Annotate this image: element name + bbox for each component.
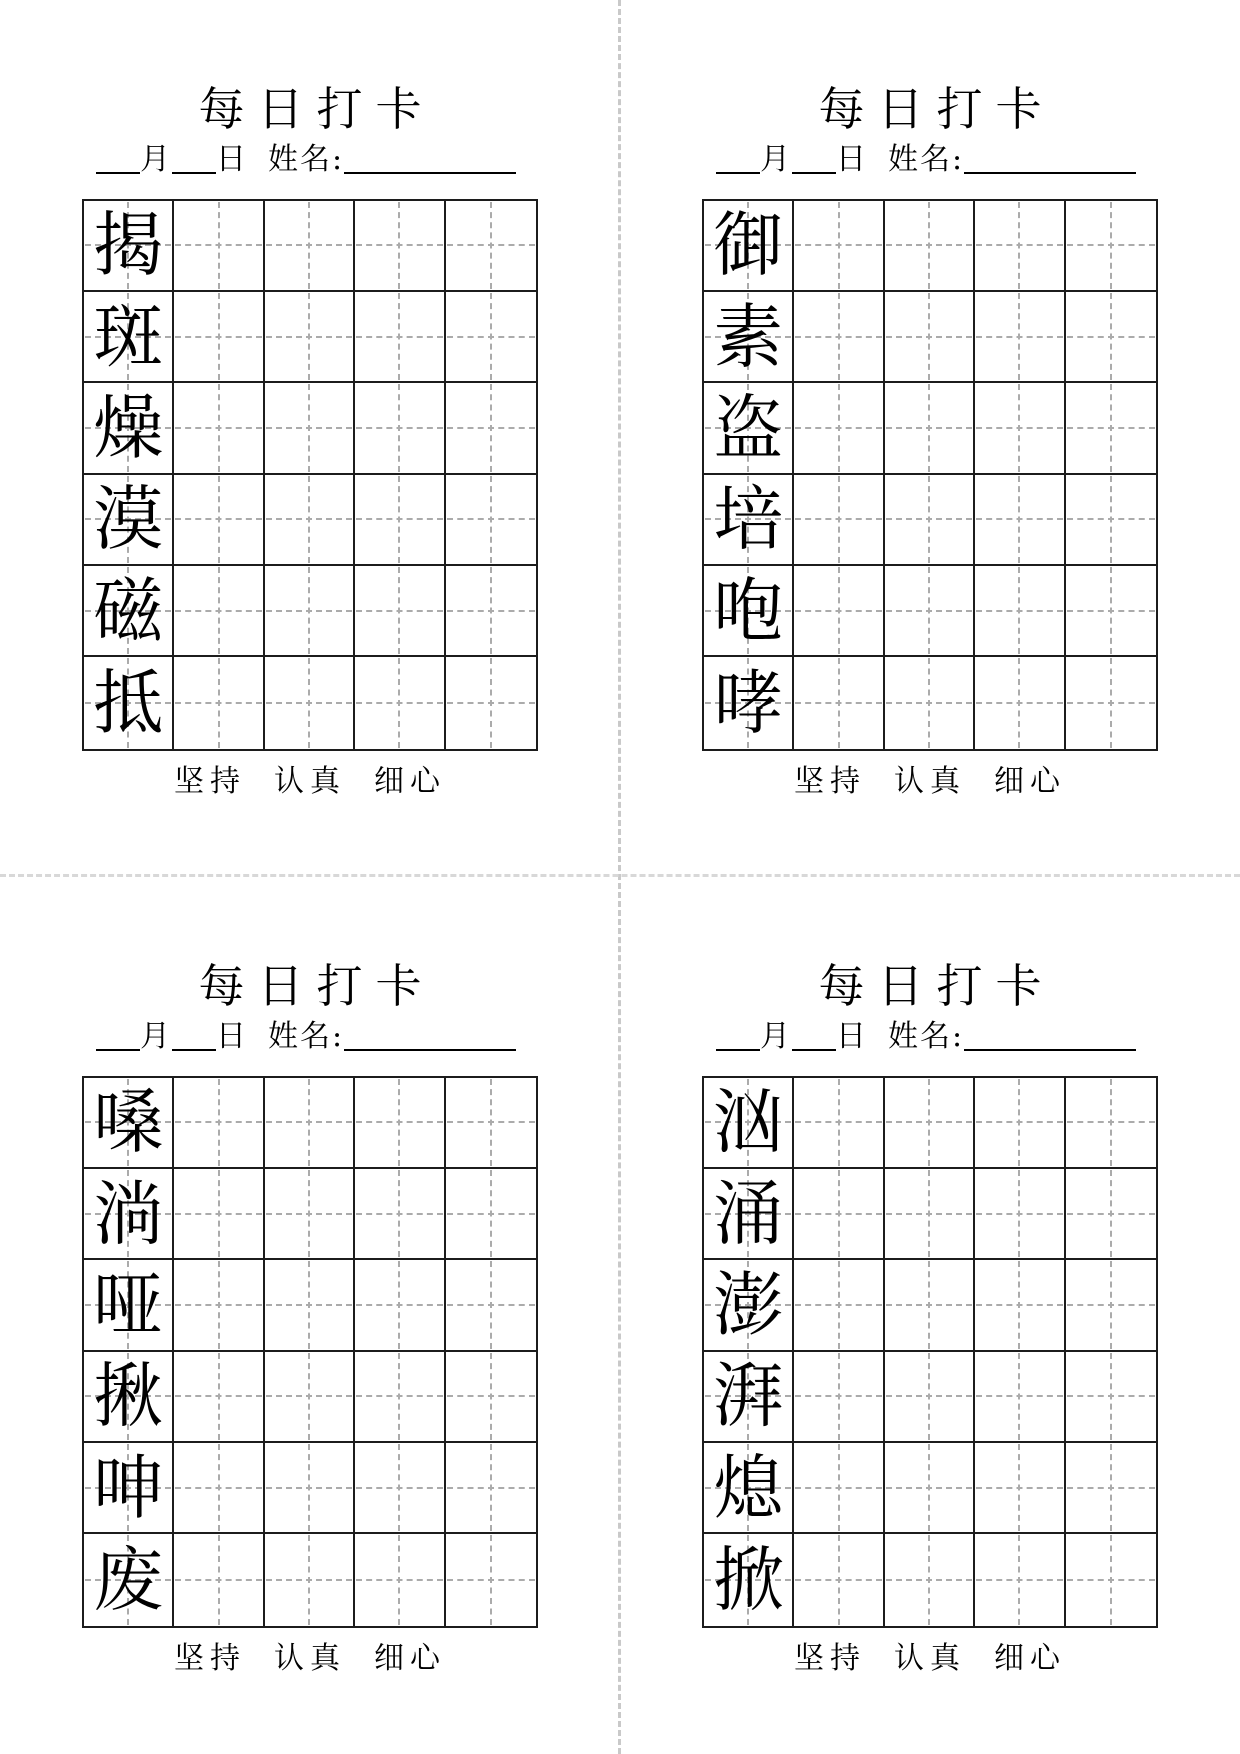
month-label: 月 (760, 1018, 792, 1054)
practice-cell (446, 566, 536, 657)
example-character: 嗓 (93, 1081, 164, 1164)
practice-cell (265, 1443, 355, 1534)
example-character-cell (84, 657, 174, 748)
example-character-cell (704, 1443, 794, 1534)
motto-word: 认真 (274, 1640, 346, 1676)
practice-cell (174, 292, 264, 383)
month-blank-line (96, 1047, 140, 1051)
example-character-cell (704, 475, 794, 566)
practice-cell (446, 1260, 536, 1351)
example-character-cell (84, 566, 174, 657)
practice-cell (975, 1078, 1065, 1169)
practice-cell (794, 1534, 884, 1625)
practice-cell (794, 566, 884, 657)
example-character: 培 (713, 478, 784, 561)
motto-word: 坚持 (794, 763, 866, 799)
practice-cell (355, 1169, 445, 1260)
practice-cell (975, 292, 1065, 383)
practice-cell (794, 657, 884, 748)
example-character: 抵 (93, 661, 164, 744)
month-blank-line (96, 170, 140, 174)
practice-cell (1066, 201, 1156, 292)
practice-cell (355, 1078, 445, 1169)
example-character: 斑 (93, 295, 164, 378)
practice-cell (355, 1443, 445, 1534)
motto-word: 坚持 (174, 1640, 246, 1676)
day-blank-line (792, 170, 836, 174)
month-blank-line (716, 170, 760, 174)
example-character: 澎 (713, 1263, 784, 1346)
practice-cell (355, 1260, 445, 1351)
practice-cell (885, 1534, 975, 1625)
example-character: 哮 (713, 661, 784, 744)
practice-cell (885, 475, 975, 566)
practice-grid (702, 1076, 1158, 1628)
example-character-cell (84, 1260, 174, 1351)
motto-word: 细心 (374, 1640, 446, 1676)
example-character: 咆 (713, 569, 784, 652)
practice-cell (975, 1534, 1065, 1625)
practice-cell (174, 1534, 264, 1625)
practice-cell (975, 1260, 1065, 1351)
practice-cell (975, 1352, 1065, 1443)
example-character-cell (704, 1534, 794, 1625)
practice-cell (1066, 1443, 1156, 1534)
practice-cell (355, 475, 445, 566)
day-blank-line (172, 170, 216, 174)
practice-cell (446, 1078, 536, 1169)
name-label: 姓名: (268, 1018, 345, 1054)
practice-cell (265, 566, 355, 657)
practice-cell (1066, 292, 1156, 383)
practice-cell (446, 1443, 536, 1534)
practice-cell (265, 657, 355, 748)
practice-cell (265, 1534, 355, 1625)
practice-cell (174, 475, 264, 566)
practice-cell (1066, 657, 1156, 748)
practice-cell (1066, 1352, 1156, 1443)
practice-cell (355, 1352, 445, 1443)
day-blank-line (792, 1047, 836, 1051)
example-character-cell (84, 1169, 174, 1260)
practice-cell (446, 1534, 536, 1625)
card-title: 每日打卡 (198, 959, 435, 1013)
practice-cell (265, 1078, 355, 1169)
practice-cell (975, 1443, 1065, 1534)
practice-cell (355, 566, 445, 657)
example-character-cell (704, 383, 794, 474)
example-character: 废 (93, 1538, 164, 1621)
example-character-cell (84, 201, 174, 292)
practice-cell (446, 383, 536, 474)
practice-cell (355, 383, 445, 474)
name-label: 姓名: (888, 141, 965, 177)
practice-cell (265, 475, 355, 566)
name-blank-line (964, 170, 1136, 174)
practice-card-bottom-right (620, 877, 1240, 1754)
example-character: 熄 (713, 1446, 784, 1529)
motto-word: 坚持 (174, 763, 246, 799)
day-label: 日 (836, 1018, 868, 1054)
practice-cell (446, 201, 536, 292)
example-character-cell (704, 1078, 794, 1169)
day-label: 日 (216, 1018, 248, 1054)
date-name-line (82, 1018, 538, 1054)
motto-word: 认真 (274, 763, 346, 799)
practice-cell (1066, 1260, 1156, 1351)
practice-cell (794, 383, 884, 474)
practice-cell (446, 657, 536, 748)
day-label: 日 (836, 141, 868, 177)
practice-cell (794, 475, 884, 566)
motto-line (794, 764, 1066, 800)
example-character: 磁 (93, 569, 164, 652)
practice-cell (975, 201, 1065, 292)
practice-cell (885, 1352, 975, 1443)
practice-cell (446, 1169, 536, 1260)
card-title: 每日打卡 (818, 82, 1055, 136)
example-character: 涌 (713, 1172, 784, 1255)
month-label: 月 (140, 1018, 172, 1054)
name-blank-line (964, 1047, 1136, 1051)
practice-cell (885, 1078, 975, 1169)
practice-cell (265, 383, 355, 474)
example-character: 御 (713, 204, 784, 287)
practice-cell (446, 1352, 536, 1443)
example-character-cell (704, 566, 794, 657)
practice-cell (265, 1260, 355, 1351)
name-blank-line (344, 170, 516, 174)
name-label: 姓名: (268, 141, 345, 177)
name-blank-line (344, 1047, 516, 1051)
motto-word: 细心 (374, 763, 446, 799)
practice-cell (265, 1352, 355, 1443)
example-character: 盗 (713, 386, 784, 469)
practice-cell (794, 1443, 884, 1534)
example-character-cell (704, 201, 794, 292)
practice-cell (174, 1260, 264, 1351)
practice-cell (1066, 1534, 1156, 1625)
motto-word: 认真 (894, 1640, 966, 1676)
practice-grid (82, 1076, 538, 1628)
motto-line (174, 764, 446, 800)
day-blank-line (172, 1047, 216, 1051)
practice-cell (975, 566, 1065, 657)
practice-card-top-right (620, 0, 1240, 877)
practice-cell (885, 657, 975, 748)
motto-word: 坚持 (794, 1640, 866, 1676)
practice-cell (885, 566, 975, 657)
practice-cell (885, 383, 975, 474)
example-character: 哑 (93, 1263, 164, 1346)
practice-card-top-left (0, 0, 620, 877)
example-character-cell (84, 383, 174, 474)
practice-cell (265, 292, 355, 383)
motto-line (794, 1641, 1066, 1677)
practice-cell (355, 1534, 445, 1625)
practice-cell (885, 1169, 975, 1260)
practice-cell (794, 292, 884, 383)
practice-cell (174, 1169, 264, 1260)
card-title: 每日打卡 (818, 959, 1055, 1013)
example-character-cell (84, 1534, 174, 1625)
practice-cell (975, 1169, 1065, 1260)
example-character: 淌 (93, 1172, 164, 1255)
example-character-cell (84, 292, 174, 383)
practice-cell (1066, 1078, 1156, 1169)
practice-cell (446, 292, 536, 383)
practice-cell (794, 1260, 884, 1351)
practice-grid (82, 199, 538, 751)
practice-cell (1066, 383, 1156, 474)
practice-cell (355, 657, 445, 748)
example-character: 汹 (713, 1081, 784, 1164)
practice-cell (975, 657, 1065, 748)
practice-cell (355, 201, 445, 292)
example-character: 漠 (93, 478, 164, 561)
example-character: 素 (713, 295, 784, 378)
practice-cell (885, 1443, 975, 1534)
date-name-line (702, 1018, 1158, 1054)
example-character: 揪 (93, 1355, 164, 1438)
practice-cell (794, 1169, 884, 1260)
practice-cell (885, 292, 975, 383)
example-character-cell (704, 292, 794, 383)
date-name-line (82, 141, 538, 177)
motto-word: 认真 (894, 763, 966, 799)
practice-cell (174, 1078, 264, 1169)
example-character-cell (704, 1352, 794, 1443)
example-character: 掀 (713, 1538, 784, 1621)
example-character-cell (84, 1078, 174, 1169)
practice-grid (702, 199, 1158, 751)
day-label: 日 (216, 141, 248, 177)
name-label: 姓名: (888, 1018, 965, 1054)
practice-cell (174, 1352, 264, 1443)
practice-cell (1066, 1169, 1156, 1260)
practice-card-bottom-left (0, 877, 620, 1754)
practice-cell (1066, 475, 1156, 566)
example-character: 燥 (93, 386, 164, 469)
practice-cell (174, 383, 264, 474)
month-label: 月 (140, 141, 172, 177)
practice-cell (885, 201, 975, 292)
practice-cell (446, 475, 536, 566)
practice-cell (265, 1169, 355, 1260)
card-title: 每日打卡 (198, 82, 435, 136)
practice-cell (355, 292, 445, 383)
practice-cell (174, 201, 264, 292)
practice-cell (174, 566, 264, 657)
example-character-cell (704, 657, 794, 748)
date-name-line (702, 141, 1158, 177)
practice-cell (975, 383, 1065, 474)
practice-cell (794, 1352, 884, 1443)
motto-word: 细心 (994, 763, 1066, 799)
practice-cell (794, 1078, 884, 1169)
practice-cell (265, 201, 355, 292)
example-character-cell (704, 1260, 794, 1351)
example-character: 湃 (713, 1355, 784, 1438)
motto-word: 细心 (994, 1640, 1066, 1676)
example-character-cell (84, 1443, 174, 1534)
practice-cell (174, 657, 264, 748)
month-label: 月 (760, 141, 792, 177)
example-character: 呻 (93, 1446, 164, 1529)
practice-cell (975, 475, 1065, 566)
example-character-cell (704, 1169, 794, 1260)
practice-cell (885, 1260, 975, 1351)
practice-cell (174, 1443, 264, 1534)
practice-cell (794, 201, 884, 292)
example-character-cell (84, 1352, 174, 1443)
example-character-cell (84, 475, 174, 566)
motto-line (174, 1641, 446, 1677)
month-blank-line (716, 1047, 760, 1051)
practice-cell (1066, 566, 1156, 657)
example-character: 揭 (93, 204, 164, 287)
